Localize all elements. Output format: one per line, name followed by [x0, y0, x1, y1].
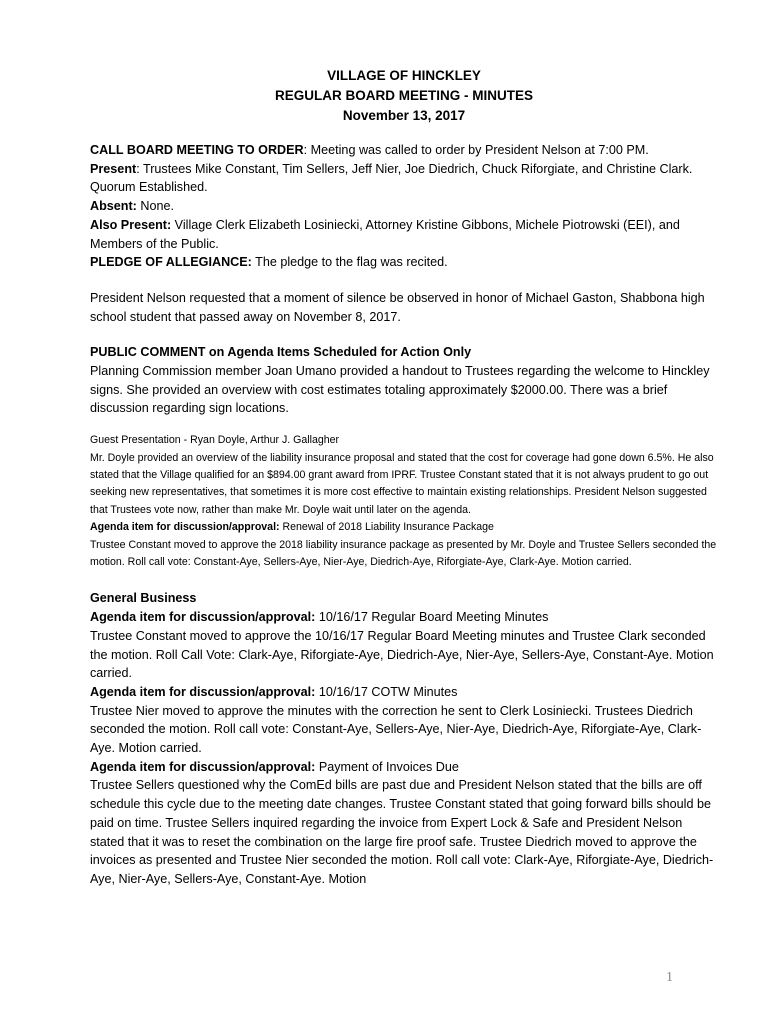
present-label: Present [90, 161, 137, 176]
guest-motion: Trustee Constant moved to approve the 2018 liability insurance package as presented by Mr. Doyle and Trustee Sellers seconded the motion. Roll call vote: Constant-Aye, Sellers-Aye, Nier-Aye, Diedrich-Aye, Riforgiate-Aye, Clark-Aye. Motion carried. [90, 538, 717, 568]
call-label: CALL BOARD MEETING TO ORDER [90, 143, 304, 157]
village-name: VILLAGE OF HINCKLEY [327, 68, 481, 83]
also-present-text: Village Clerk Elizabeth Losiniecki, Attorney Kristine Gibbons, Michele Piotrowski (EEI), and Members of the Public. [90, 217, 680, 251]
also-present-label: Also Present: [90, 217, 172, 232]
public-comment-text: Planning Commission member Joan Umano provided a handout to Trustees regarding the welcome to Hinckley signs. She provided an overview with cost estimates totaling approximately $2000.00. There was a brief discussion regarding sign locations. [90, 364, 710, 416]
pledge-text: The pledge to the flag was recited. [251, 255, 448, 270]
agenda-item-label: Agenda item for discussion/approval: [90, 684, 316, 699]
agenda-item-heading [90, 608, 718, 627]
agenda-item-title: Renewal of 2018 Liability Insurance Package [279, 521, 494, 534]
also-present-line [90, 216, 718, 253]
guest-agenda-item [90, 519, 718, 536]
meeting-date: November 13, 2017 [342, 108, 466, 123]
absent-label: Absent: [90, 199, 137, 214]
public-comment-heading [90, 343, 718, 362]
page-number: 1 [666, 970, 673, 985]
agenda-item-label: Agenda item for discussion/approval: [90, 610, 316, 625]
guest-presentation-section [90, 432, 718, 571]
agenda-item-title: Payment of Invoices Due [315, 759, 459, 774]
absent-line [90, 197, 718, 216]
present-text: : Trustees Mike Constant, Tim Sellers, Jeff Nier, Joe Diedrich, Chuck Riforgiate, and Christine Clark. Quorum Established. [90, 161, 693, 195]
opening-section [90, 141, 718, 272]
general-business-section [90, 589, 718, 888]
agenda-item-text: Trustee Constant moved to approve the 10/16/17 Regular Board Meeting minutes and Trustee Clark seconded the motion. Roll Call Vote: Clark-Aye, Riforgiate-Aye, Diedrich-Aye, Nier-Aye, Sellers-Aye, Constant-Aye. Motion carried. [90, 628, 714, 681]
document-header [90, 66, 718, 126]
agenda-item-text: Trustee Sellers questioned why the ComEd bills are past due and President Nelson stated that the bills are off schedule this cycle due to the meeting date changes. Trustee Constant stated that going forward bills should be paid on time. Trustee Sellers inquired regarding the invoice from Expert Lock & Safe and President Nelson stated that it was to reset the combination on the large fire proof safe. Trustee Diedrich moved to approve the invoices as presented and Trustee Nier seconded the motion. Roll call vote: Clark-Aye, Riforgiate-Aye, Diedrich-Aye, Nier-Aye, Sellers-Aye, Constant-Aye. Motion [90, 778, 714, 886]
guest-text: Mr. Doyle provided an overview of the liability insurance proposal and stated that the cost for coverage had gone down 6.5%. He also stated that the Village qualified for an $894.00 grant award from IPRF. Trustee Constant stated that it is not always prudent to go out seeking new representatives, that sometimes it is more cost effective to maintain existing relationships. President Nelson suggested that Trustees vote now, rather than make Mr. Doyle wait until later on the agenda. [90, 451, 714, 516]
public-comment-section [90, 343, 718, 418]
guest-title: Guest Presentation - Ryan Doyle, Arthur J. Gallagher [90, 434, 340, 447]
agenda-item-title: 10/16/17 COTW Minutes [315, 684, 458, 699]
pledge-label: PLEDGE OF ALLEGIANCE: [90, 255, 252, 270]
present-line [90, 160, 718, 197]
general-business-heading [90, 589, 718, 608]
agenda-item-text: Trustee Nier moved to approve the minutes with the correction he sent to Clerk Losiniecki. Trustees Diedrich seconded the motion. Roll call vote: Constant-Aye, Sellers-Aye, Nier-Aye, Diedrich-Aye, Riforgiate-Aye, Clark-Aye. Motion carried. [90, 703, 702, 756]
agenda-item-heading [90, 758, 718, 777]
agenda-item-label: Agenda item for discussion/approval: [90, 759, 316, 774]
minutes-document [90, 66, 718, 889]
call-text: : Meeting was called to order by President Nelson at 7:00 PM. [303, 143, 649, 157]
absent-text: None. [136, 199, 174, 214]
agenda-item-heading [90, 683, 718, 702]
agenda-item-label: Agenda item for discussion/approval: [90, 521, 280, 534]
meeting-title: REGULAR BOARD MEETING - MINUTES [275, 88, 533, 103]
general-business-heading-text: General Business [90, 591, 197, 606]
agenda-item-title: 10/16/17 Regular Board Meeting Minutes [315, 610, 549, 625]
moment-of-silence: President Nelson requested that a moment of silence be observed in honor of Michael Gaston, Shabbona high school student that passed away on November 8, 2017. [90, 290, 705, 324]
call-to-order [90, 141, 718, 160]
public-comment-heading-text: PUBLIC COMMENT on Agenda Items Scheduled for Action Only [90, 345, 472, 360]
pledge-line [90, 253, 718, 272]
